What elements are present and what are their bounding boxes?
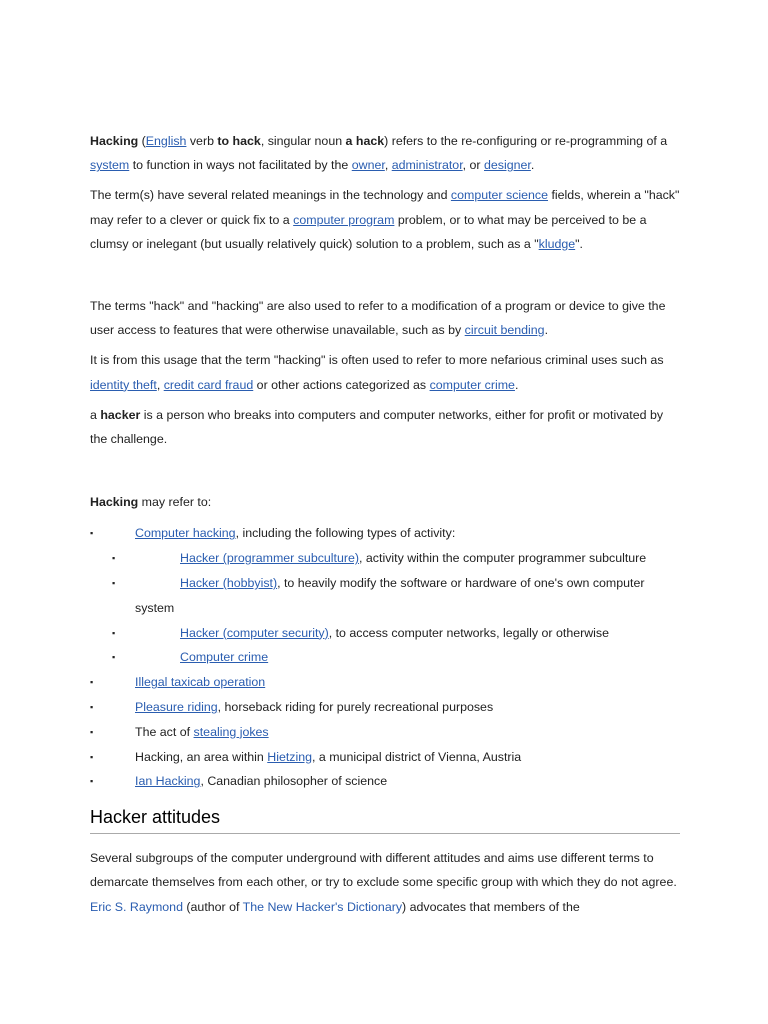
text-run: , activity within the computer programmer subculture <box>359 551 647 566</box>
bullet-icon: ▪ <box>112 578 116 589</box>
list-item <box>90 521 680 546</box>
text-run: It is from this usage that the term "hacking" is often used to refer to more nefarious criminal uses such as <box>90 353 664 368</box>
list-item-text <box>180 626 609 640</box>
text-run: The terms "hack" and "hacking" are also used to refer to a modification of a program or device to give the user access to features that were otherwise unavailable, such as by <box>90 299 666 338</box>
link-computer-crime[interactable]: Computer crime <box>180 650 269 665</box>
text-run: fields, wherein a "hack" may refer to a clever or quick fix to a <box>90 188 680 227</box>
bold-term: a hack <box>345 134 385 148</box>
link-eric-s-raymond[interactable]: Eric S. Raymond <box>90 899 183 914</box>
link-computer-science[interactable]: computer science <box>450 188 549 203</box>
list-item-text <box>135 526 455 540</box>
list-item-text <box>135 774 387 788</box>
text-run: The act of <box>135 724 194 739</box>
list-item <box>90 670 680 695</box>
list-item-text <box>180 551 646 565</box>
section-body <box>90 846 680 919</box>
text-run: verb <box>186 134 218 148</box>
list-item <box>90 745 680 770</box>
text-run: Hacking, an area within <box>135 749 268 764</box>
link-kludge[interactable]: kludge <box>538 236 576 251</box>
list-item-text <box>180 650 268 664</box>
sub-list-item <box>90 645 680 670</box>
link-hacker-hobbyist[interactable]: Hacker (hobbyist) <box>180 576 278 591</box>
sub-list-item <box>90 621 680 646</box>
intro-paragraphs <box>90 129 680 514</box>
link-computer-crime[interactable]: computer crime <box>429 377 515 392</box>
link-hacker-computer-security[interactable]: Hacker (computer security) <box>180 625 329 640</box>
list-item-text <box>180 576 644 590</box>
bold-term: Hacking <box>90 134 139 148</box>
sub-list-item <box>90 571 680 621</box>
list-item <box>90 695 680 720</box>
link-the-new-hacker-s-dictionary[interactable]: The New Hacker's Dictionary <box>242 899 403 914</box>
text-run: , horseback riding for purely recreational purposes <box>217 700 494 715</box>
list-item <box>90 769 680 794</box>
link-computer-program[interactable]: computer program <box>293 212 395 227</box>
link-designer[interactable]: designer <box>484 158 531 173</box>
list-item-text <box>135 700 493 714</box>
text-run: a <box>90 407 101 422</box>
link-english[interactable]: English <box>145 134 187 148</box>
link-hietzing[interactable]: Hietzing <box>267 749 313 764</box>
text-run: . <box>530 158 535 173</box>
text-run: , to heavily modify the software or hardware of one's own computer <box>277 576 645 591</box>
link-ian-hacking[interactable]: Ian Hacking <box>135 774 201 789</box>
section-heading-hacker-attitudes: Hacker attitudes <box>90 804 680 834</box>
article-body <box>90 129 680 919</box>
bold-term: to hack <box>217 134 261 148</box>
text-run: ) refers to the re-configuring or re-programming of a <box>384 134 668 148</box>
bullet-icon: ▪ <box>90 677 94 688</box>
paragraph <box>90 490 680 514</box>
text-run: (author of <box>182 899 243 914</box>
text-run: ( <box>138 134 146 148</box>
text-run: is a person who breaks into computers and computer networks, either for profit or motivated by the challenge. <box>90 407 664 447</box>
paragraph <box>90 129 680 177</box>
paragraph <box>90 294 680 342</box>
text-run: , a municipal district of Vienna, Austria <box>312 749 522 764</box>
text-run: . <box>514 377 519 392</box>
bold-term: hacker <box>100 407 141 422</box>
link-circuit-bending[interactable]: circuit bending <box>464 323 545 338</box>
text-run: , to access computer networks, legally or otherwise <box>328 625 610 640</box>
text-run: , singular noun <box>260 134 346 148</box>
text-run: , Canadian philosopher of science <box>200 774 388 789</box>
link-pleasure-riding[interactable]: Pleasure riding <box>135 700 218 715</box>
text-run: problem, or to what may be perceived to be a clumsy or inelegant (but usually relatively quick) solution to a problem, such as a " <box>90 212 647 251</box>
text-run: may refer to: <box>138 495 212 510</box>
text-run: , including the following types of activity: <box>235 526 456 541</box>
link-illegal-taxicab-operation[interactable]: Illegal taxicab operation <box>135 675 266 690</box>
text-run: , or <box>462 158 484 173</box>
link-hacker-programmer-subculture[interactable]: Hacker (programmer subculture) <box>180 551 360 566</box>
text-run: . <box>544 323 549 338</box>
list-item <box>90 720 680 745</box>
list-item-continuation: system <box>135 600 175 615</box>
text-run: ". <box>575 236 583 251</box>
disambiguation-list <box>90 521 680 794</box>
link-stealing-jokes[interactable]: stealing jokes <box>193 724 269 739</box>
list-item-text <box>135 675 265 689</box>
paragraph <box>90 183 680 256</box>
paragraph <box>90 348 680 396</box>
bullet-icon: ▪ <box>90 726 94 737</box>
text-run: to function in ways not facilitated by the <box>129 158 352 173</box>
bullet-icon: ▪ <box>90 751 94 762</box>
text-run: , <box>156 377 164 392</box>
paragraph <box>90 846 680 919</box>
text-run: The term(s) have several related meanings in the technology and <box>90 188 451 203</box>
paragraph <box>90 403 680 451</box>
list-item-text <box>135 750 521 764</box>
link-owner[interactable]: owner <box>351 158 385 173</box>
text-run: or other actions categorized as <box>253 377 430 392</box>
link-computer-hacking[interactable]: Computer hacking <box>135 526 236 541</box>
bullet-icon: ▪ <box>112 553 116 564</box>
bullet-icon: ▪ <box>90 776 94 787</box>
sub-list-item <box>90 546 680 571</box>
link-credit-card-fraud[interactable]: credit card fraud <box>163 377 254 392</box>
bullet-icon: ▪ <box>112 652 116 663</box>
text-run: Several subgroups of the computer underground with different attitudes and aims use different terms to demarcate themselves from each other, or try to exclude some specific group with which they do not agree. <box>90 851 677 890</box>
bullet-icon: ▪ <box>90 702 94 713</box>
text-run: ) advocates that members of the <box>402 899 580 914</box>
link-system[interactable]: system <box>90 158 130 173</box>
bold-term: Hacking <box>90 495 139 510</box>
text-run: , <box>384 158 392 173</box>
link-administrator[interactable]: administrator <box>391 158 463 173</box>
bullet-icon: ▪ <box>90 528 94 539</box>
bullet-icon: ▪ <box>112 627 116 638</box>
list-item-text <box>135 725 269 739</box>
link-identity-theft[interactable]: identity theft <box>90 377 157 392</box>
